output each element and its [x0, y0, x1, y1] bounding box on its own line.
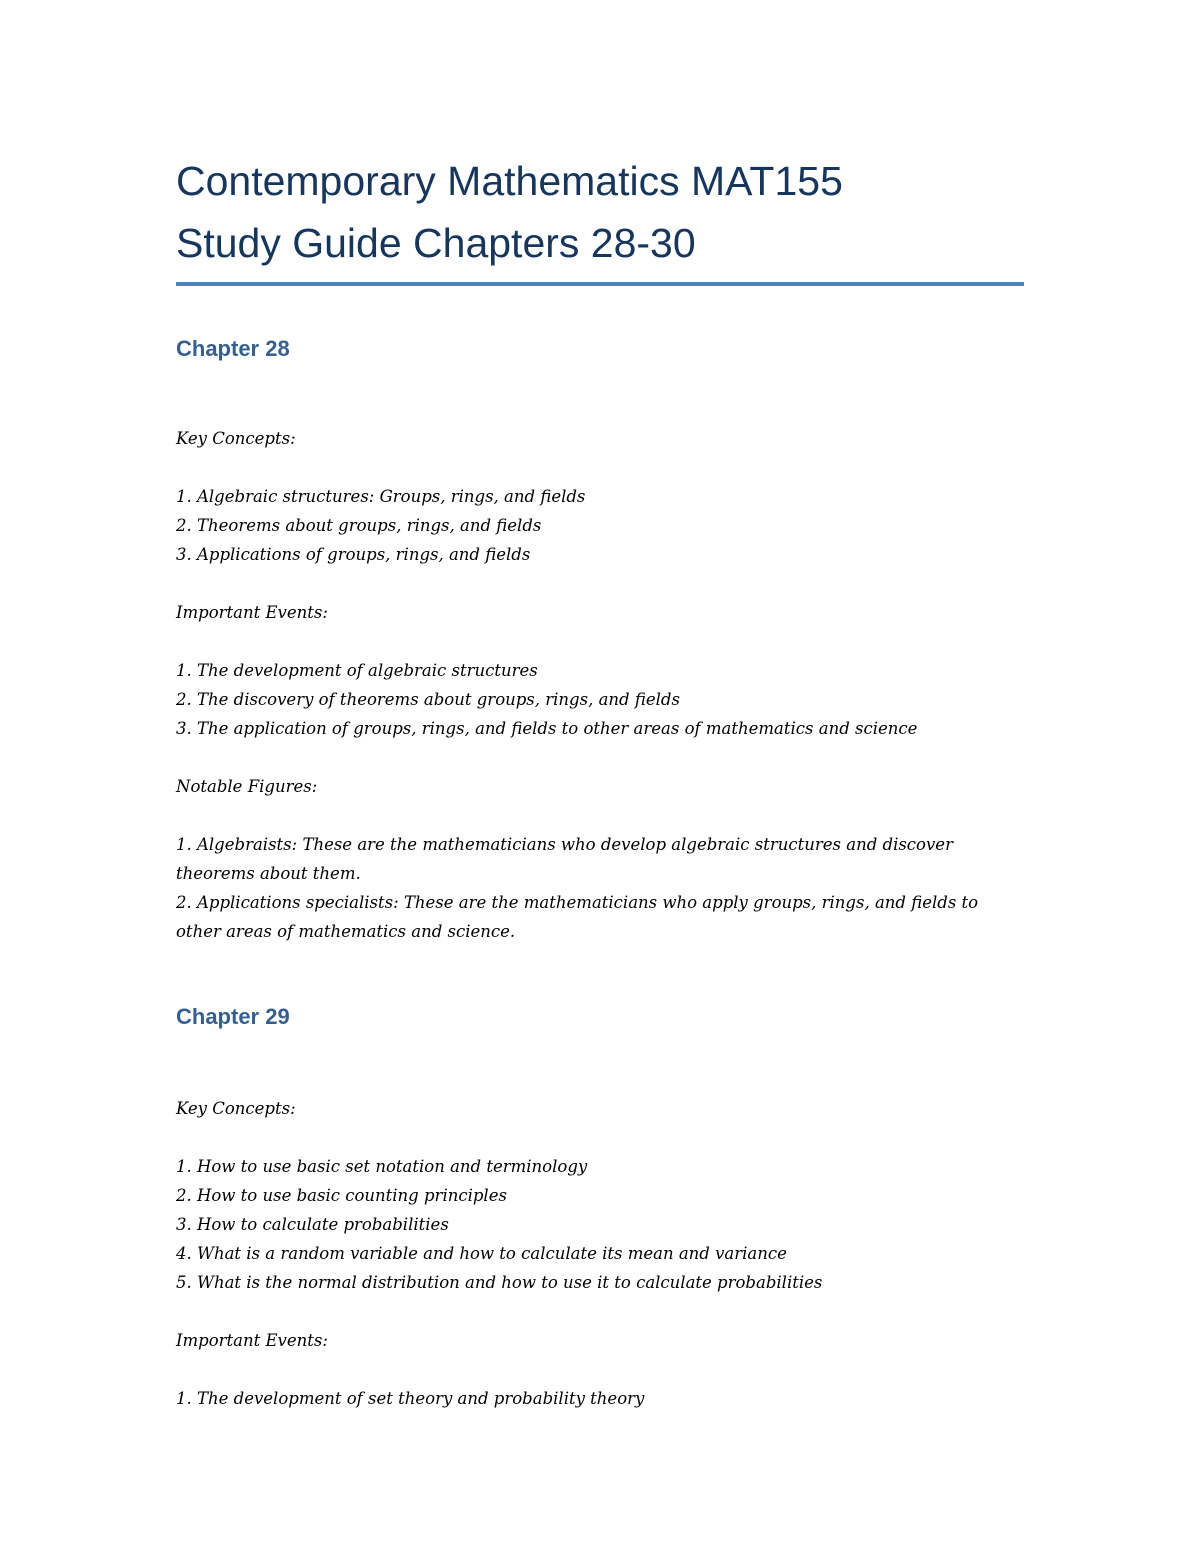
list-item: 1. The development of algebraic structures — [176, 661, 538, 680]
document-title — [176, 150, 1024, 274]
list-item: 3. The application of groups, rings, and fields to other areas of mathematics and science — [176, 719, 918, 738]
document-page — [176, 150, 1024, 1413]
list-item: 2. Theorems about groups, rings, and fields — [176, 516, 542, 535]
ch28-important-events-label: Important Events: — [176, 603, 328, 622]
list-item: 3. Applications of groups, rings, and fields — [176, 545, 531, 564]
ch28-notable-figures-list — [176, 830, 1024, 946]
ch28-key-concepts-label: Key Concepts: — [176, 429, 296, 448]
chapter-28-heading: Chapter 28 — [176, 336, 290, 361]
list-item: 2. Applications specialists: These are the mathematicians who apply groups, rings, and fields to other areas of mathematics and science. — [176, 893, 979, 941]
ch29-important-events-label: Important Events: — [176, 1331, 328, 1350]
list-item: 4. What is a random variable and how to calculate its mean and variance — [176, 1244, 787, 1263]
title-underline-rule — [176, 282, 1024, 286]
list-item: 1. Algebraic structures: Groups, rings, and fields — [176, 487, 586, 506]
ch29-key-concepts-list — [176, 1152, 1024, 1297]
title-line-2: Study Guide Chapters 28-30 — [176, 220, 696, 266]
ch28-key-concepts-list — [176, 482, 1024, 569]
title-line-1: Contemporary Mathematics MAT155 — [176, 158, 843, 204]
ch29-important-events-list — [176, 1384, 1024, 1413]
ch28-notable-figures-label: Notable Figures: — [176, 777, 318, 796]
list-item: 1. The development of set theory and probability theory — [176, 1389, 645, 1408]
ch28-important-events-list — [176, 656, 1024, 743]
ch29-key-concepts-label: Key Concepts: — [176, 1099, 296, 1118]
list-item: 1. How to use basic set notation and terminology — [176, 1157, 588, 1176]
list-item: 1. Algebraists: These are the mathematicians who develop algebraic structures and discover theorems about them. — [176, 835, 953, 883]
list-item: 2. The discovery of theorems about groups, rings, and fields — [176, 690, 680, 709]
chapter-29-heading: Chapter 29 — [176, 1004, 290, 1029]
list-item: 2. How to use basic counting principles — [176, 1186, 507, 1205]
list-item: 5. What is the normal distribution and how to use it to calculate probabilities — [176, 1273, 823, 1292]
list-item: 3. How to calculate probabilities — [176, 1215, 449, 1234]
